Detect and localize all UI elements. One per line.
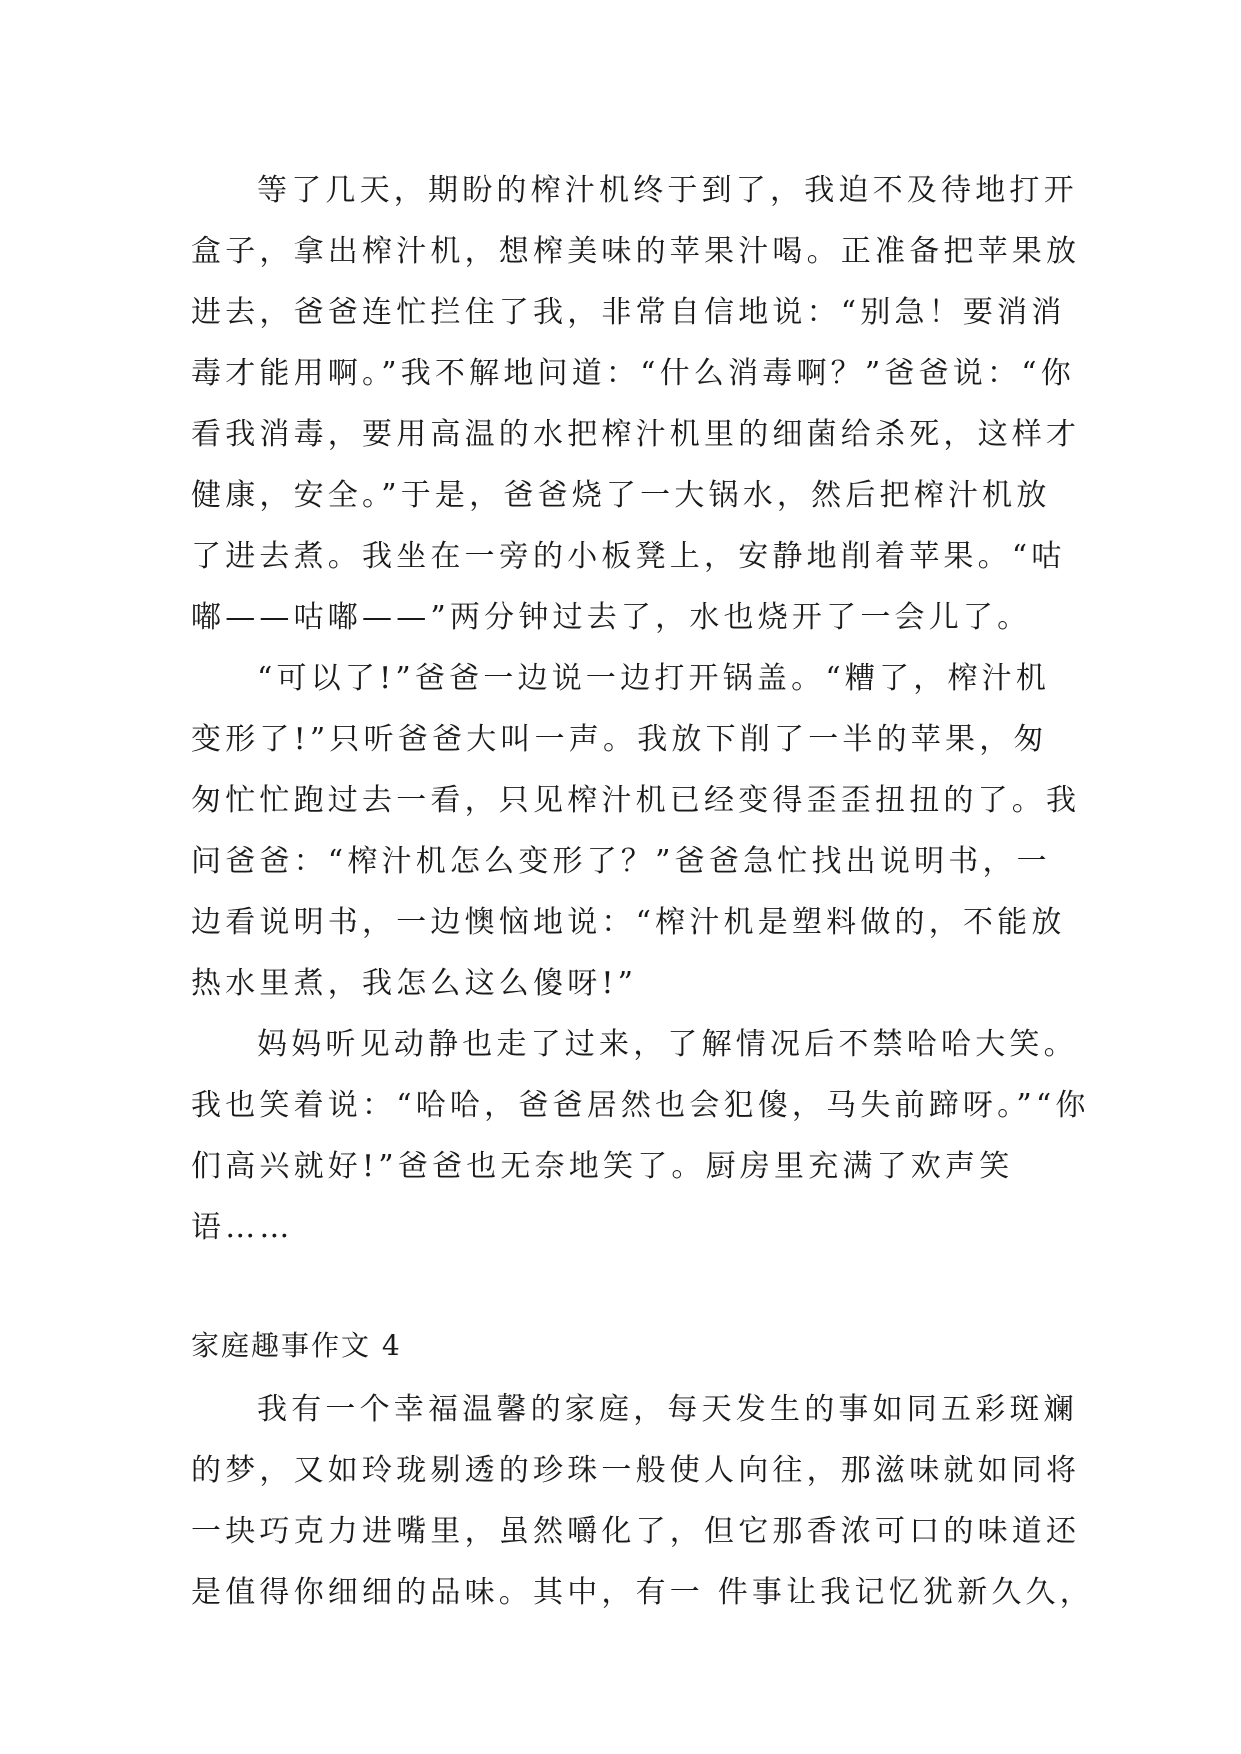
paragraph-line: 健康，安全。”于是，爸爸烧了一大锅水，然后把榨汁机放 [191, 478, 1051, 513]
paragraph-line: 边看说明书，一边懊恼地说：“榨汁机是塑料做的，不能放 [191, 905, 1066, 940]
paragraph-line: 妈妈听见动静也走了过来，了解情况后不禁哈哈大笑。 [257, 1027, 1078, 1062]
paragraph-line: “可以了!”爸爸一边说一边打开锅盖。“糟了，榨汁机 [257, 661, 1051, 696]
paragraph-line: 了进去煮。我坐在一旁的小板凳上，安静地削着苹果。“咕 [191, 539, 1066, 574]
paragraph-line: 变形了!”只听爸爸大叫一声。我放下削了一半的苹果，匆 [191, 722, 1048, 757]
paragraph-line: 盒子，拿出榨汁机，想榨美味的苹果汁喝。正准备把苹果放 [191, 234, 1081, 269]
paragraph-line: 嘟——咕嘟——”两分钟过去了，水也烧开了一会儿了。 [191, 600, 1032, 635]
paragraph [191, 160, 1081, 648]
paragraph-line: 进去，爸爸连忙拦住了我，非常自信地说：“别急！要消消 [191, 295, 1066, 330]
paragraph-line: 毒才能用啊。”我不解地问道：“什么消毒啊？”爸爸说：“你 [191, 356, 1075, 391]
section-heading: 家庭趣事作文 4 [191, 1329, 402, 1362]
paragraph [191, 648, 1081, 1014]
paragraph-line: 是值得你细细的品味。其中，有一 件事让我记忆犹新久久， [191, 1575, 1094, 1610]
paragraph-line: 们高兴就好!”爸爸也无奈地笑了。厨房里充满了欢声笑 [191, 1149, 1014, 1184]
paragraph-line: 我也笑着说：“哈哈，爸爸居然也会犯傻，马失前蹄呀。”“你 [191, 1088, 1090, 1123]
paragraph-line: 匆忙忙跑过去一看，只见榨汁机已经变得歪歪扭扭的了。我 [191, 783, 1081, 818]
paragraph-line: 热水里煮，我怎么这么傻呀!” [191, 966, 638, 1001]
paragraph [191, 1379, 1094, 1623]
paragraph-line: 看我消毒，要用高温的水把榨汁机里的细菌给杀死，这样才 [191, 417, 1081, 452]
document-page [191, 160, 1094, 1623]
paragraph-line: 等了几天，期盼的榨汁机终于到了，我迫不及待地打开 [257, 173, 1078, 208]
section-spacer [191, 1258, 1063, 1314]
paragraph-line: 我有一个幸福温馨的家庭，每天发生的事如同五彩斑斓 [257, 1392, 1078, 1427]
paragraph-line: 的梦，又如玲珑剔透的珍珠一般使人向往，那滋味就如同将 [191, 1453, 1081, 1488]
paragraph-line: 问爸爸：“榨汁机怎么变形了？”爸爸急忙找出说明书，一 [191, 844, 1051, 879]
paragraph-line: 一块巧克力进嘴里，虽然嚼化了，但它那香浓可口的味道还 [191, 1514, 1081, 1549]
paragraph-line: 语…… [191, 1210, 294, 1245]
paragraph [191, 1014, 1090, 1258]
